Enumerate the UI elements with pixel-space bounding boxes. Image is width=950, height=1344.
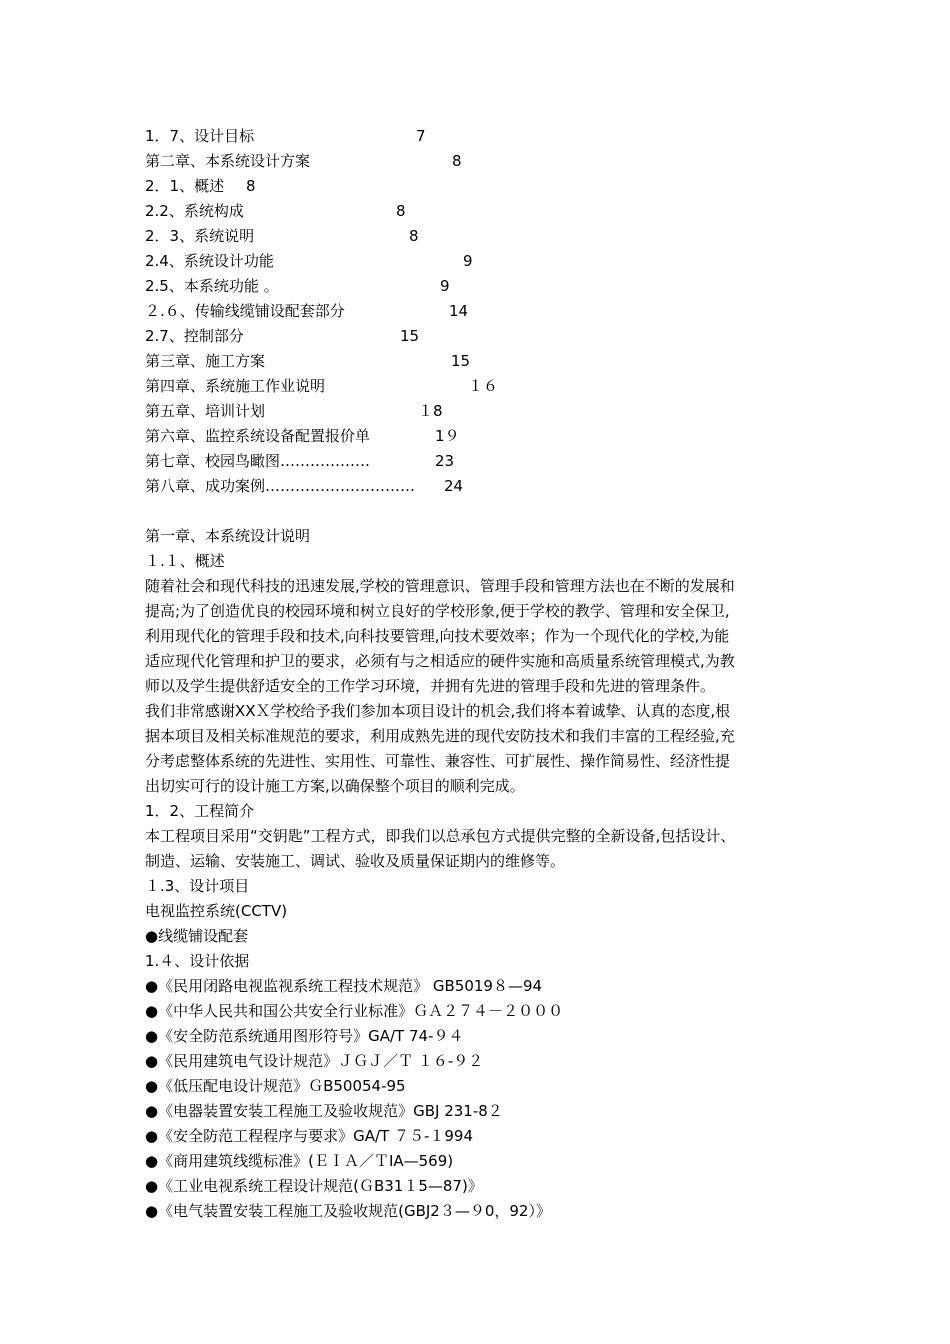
- chapter-heading: 第一章、本系统设计说明: [145, 527, 311, 545]
- toc-page: 8: [246, 177, 256, 195]
- toc-title: 第五章、培训计划: [145, 402, 266, 420]
- toc-title: 1．7、设计目标: [145, 127, 255, 145]
- paragraph-line: 随着社会和现代科技的迅速发展,学校的管理意识、管理手段和管理方法也在不断的发展和: [145, 577, 735, 595]
- toc-title: 第六章、监控系统设备配置报价单: [145, 427, 371, 445]
- toc-entry[interactable]: [145, 374, 565, 399]
- toc-page: 15: [451, 352, 471, 370]
- toc-entry[interactable]: [145, 399, 565, 424]
- toc-title: 第四章、系统施工作业说明: [145, 377, 326, 395]
- paragraph-line: 出切实可行的设计施工方案,以确保整个项目的顺利完成。: [145, 777, 525, 795]
- toc-page: 23: [435, 452, 455, 470]
- bullet-item: ●《民用建筑电气设计规范》ＪＧＪ／Ｔ １６-９２: [145, 1052, 484, 1070]
- toc-page: 8: [396, 202, 406, 220]
- toc-page: 14: [449, 302, 469, 320]
- bullet-item: ●《安全防范系统通用图形符号》GA/T 74-９４: [145, 1027, 464, 1045]
- toc-page: １６: [468, 377, 499, 395]
- bullet-item: ●《商用建筑线缆标准》(ＥＩＡ／ＴIA—569): [145, 1152, 454, 1170]
- bullet-item: ●《民用闭路电视监视系统工程技术规范》 GB5019８—94: [145, 977, 543, 995]
- bullet-item: ●线缆铺设配套: [145, 927, 249, 945]
- bullet-item: ●《电气装置安装工程施工及验收规范(GBJ2３—９0，92）》: [145, 1202, 551, 1220]
- toc-title: 2．1、概述: [145, 177, 225, 195]
- toc-title: 第二章、本系统设计方案: [145, 152, 311, 170]
- toc-entry[interactable]: [145, 224, 565, 249]
- toc-page: 1９: [435, 427, 460, 445]
- toc-entry[interactable]: [145, 424, 565, 449]
- paragraph-line: 师以及学生提供舒适安全的工作学习环境，并拥有先进的管理手段和先进的管理条件。: [145, 677, 716, 695]
- toc-entry[interactable]: [145, 149, 565, 174]
- toc-entry[interactable]: [145, 449, 565, 474]
- toc-entry[interactable]: [145, 299, 565, 324]
- toc-title: 第八章、成功案例…………………………: [145, 477, 416, 495]
- bullet-item: ●《电器装置安装工程施工及验收规范》GBJ 231-8２: [145, 1102, 503, 1120]
- toc-entry[interactable]: [145, 474, 565, 499]
- paragraph-line: 制造、运输、安装施工、调试、验收及质量保证期内的维修等。: [145, 852, 566, 870]
- bullet-item: ●《中华人民共和国公共安全行业标准》ＧＡ２７４－２０００: [145, 1002, 564, 1020]
- toc-title: 2.5、本系统功能 。: [145, 277, 279, 295]
- paragraph-line: 据本项目及相关标准规范的要求，利用成熟先进的现代安防技术和我们丰富的工程经验,充: [145, 727, 735, 745]
- section-heading: １.3、设计项目: [145, 877, 250, 895]
- toc-page: 9: [440, 277, 450, 295]
- toc-entry[interactable]: [145, 249, 565, 274]
- bullet-item: ●《工业电视系统工程设计规范(ＧB31１5—87)》: [145, 1177, 483, 1195]
- section-heading: 1.４、设计依据: [145, 952, 250, 970]
- toc-title: ２.６、传输线缆铺设配套部分: [145, 302, 345, 320]
- toc-page: １8: [418, 402, 443, 420]
- toc-entry[interactable]: [145, 274, 565, 299]
- toc-title: 2.7、控制部分: [145, 327, 244, 345]
- toc-entry[interactable]: [145, 349, 565, 374]
- paragraph-line: 提高;为了创造优良的校园环境和树立良好的学校形象,便于学校的教学、管理和安全保卫,: [145, 602, 730, 620]
- toc-page: 8: [409, 227, 419, 245]
- paragraph-line: 适应现代化管理和护卫的要求，必须有与之相适应的硬件实施和高质量系统管理模式,为教: [145, 652, 735, 670]
- toc-page: 15: [400, 327, 420, 345]
- toc-page: 7: [416, 127, 426, 145]
- paragraph-line: 分考虑整体系统的先进性、实用性、可靠性、兼容性、可扩展性、操作简易性、经济性提: [145, 752, 731, 770]
- paragraph-line: 电视监控系统(CCTV): [145, 902, 288, 920]
- toc-title: 第七章、校园鸟瞰图………………: [145, 452, 371, 470]
- toc-title: 2.2、系统构成: [145, 202, 244, 220]
- section-heading: 1．2、工程简介: [145, 802, 255, 820]
- paragraph-line: 利用现代化的管理手段和技术,向科技要管理,向技术要效率；作为一个现代化的学校,为能: [145, 627, 730, 645]
- toc-entry[interactable]: [145, 124, 565, 149]
- toc-page: 9: [463, 252, 473, 270]
- toc-title: 2.4、系统设计功能: [145, 252, 274, 270]
- paragraph-line: 我们非常感谢XXＸ学校给予我们参加本项目设计的机会,我们将本着诚挚、认真的态度,根: [145, 702, 731, 720]
- toc-title: 第三章、施工方案: [145, 352, 266, 370]
- bullet-item: ●《安全防范工程程序与要求》GA/T ７５-１994: [145, 1127, 474, 1145]
- toc-entry[interactable]: [145, 324, 565, 349]
- toc-entry[interactable]: [145, 199, 565, 224]
- toc-entry[interactable]: [145, 174, 565, 199]
- section-heading: １.１、概述: [145, 552, 225, 570]
- toc-title: 2．3、系统说明: [145, 227, 255, 245]
- toc-page: 24: [444, 477, 464, 495]
- bullet-item: ●《低压配电设计规范》ＧB50054-95: [145, 1077, 406, 1095]
- toc-page: 8: [452, 152, 462, 170]
- paragraph-line: 本工程项目采用“交钥匙”工程方式，即我们以总承包方式提供完整的全新设备,包括设计、: [145, 827, 736, 845]
